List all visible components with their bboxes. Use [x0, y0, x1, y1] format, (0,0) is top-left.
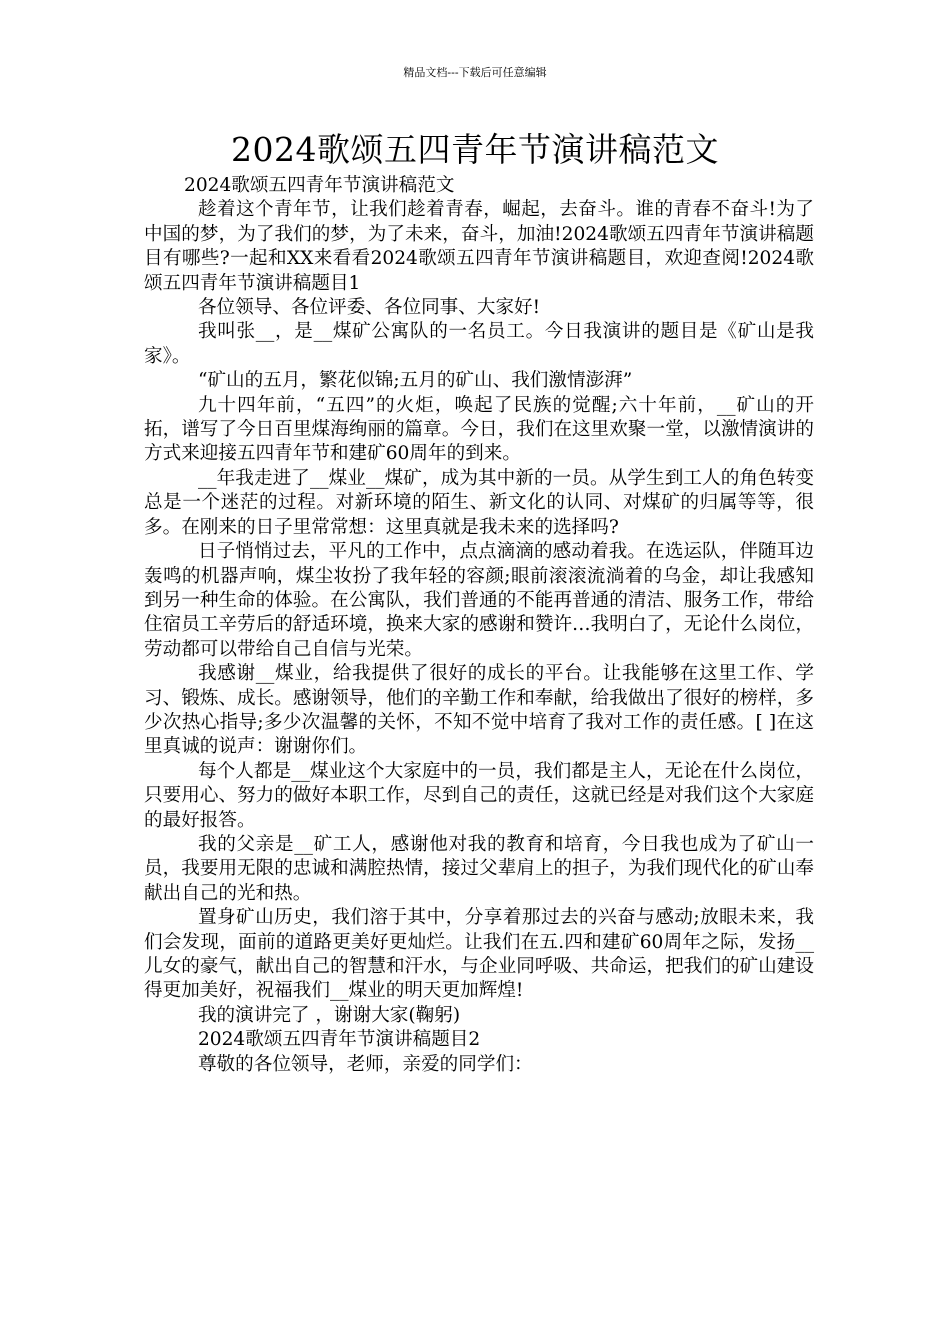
body-paragraph: 九十四年前，“五四”的火炬，唤起了民族的觉醒;六十年前，__矿山的开拓，谱写了今日百里煤海绚丽的篇章。今日，我们在这里欢聚一堂，以激情演讲的方式来迎接五四青年节和建矿60周年的到来。 [144, 394, 814, 465]
body-paragraph: 我感谢__煤业，给我提供了很好的成长的平台。让我能够在这里工作、学习、锻炼、成长。感谢领导，他们的辛勤工作和奉献，给我做出了很好的榜样，多少次热心指导;多少次温馨的关怀，不知不觉中培育了我对工作的责任感。[ ]在这里真诚的说声：谢谢你们。 [144, 663, 814, 758]
body-paragraph: 我的父亲是__矿工人，感谢他对我的教育和培育，今日我也成为了矿山一员，我要用无限的忠诚和满腔热情，接过父辈肩上的担子，为我们现代化的矿山奉献出自己的光和热。 [144, 833, 814, 904]
page-header: 精品文档---下载后可任意编辑 [403, 66, 547, 79]
body-paragraph: 趁着这个青年节，让我们趁着青春，崛起，去奋斗。谁的青春不奋斗!为了中国的梦，为了我们的梦，为了未来，奋斗，加油!2024歌颂五四青年节演讲稿题目有哪些?一起和XX来看看2024歌颂五四青年节演讲稿题目，欢迎查阅!2024歌颂五四青年节演讲稿题目1 [144, 199, 814, 294]
body-paragraph: 我叫张__，是__煤矿公寓队的一名员工。今日我演讲的题目是《矿山是我家》。 [144, 321, 814, 367]
body-paragraph: __年我走进了__煤业__煤矿，成为其中新的一员。从学生到工人的角色转变总是一个迷茫的过程。对新环境的陌生、新文化的认同、对煤矿的归属等等，很多。在刚来的日子里常常想：这里真就是我未来的选择吗? [144, 467, 814, 538]
subtitle-paragraph: 2024歌颂五四青年节演讲稿范文 [183, 175, 455, 196]
body-paragraph: 日子悄悄过去，平凡的工作中，点点滴滴的感动着我。在选运队，伴随耳边轰鸣的机器声响，煤尘妆扮了我年轻的容颜;眼前滚滚流淌着的乌金，却让我感知到另一种生命的体验。在公寓队，我们普通的不能再普通的清洁、服务工作，带给住宿员工辛劳后的舒适环境，换来大家的感谢和赞许…我明白了，无论什么岗位，劳动都可以带给自己自信与光荣。 [144, 541, 814, 660]
body-paragraph: 置身矿山历史，我们溶于其中，分享着那过去的兴奋与感动;放眼未来，我们会发现，面前的道路更美好更灿烂。让我们在五.四和建矿60周年之际，发扬__儿女的豪气，献出自己的智慧和汗水，与企业同呼吸、共命运，把我们的矿山建设得更加美好，祝福我们__煤业的明天更加辉煌! [144, 907, 814, 1002]
body-paragraph: 各位领导、各位评委、各位同事、大家好! [197, 297, 541, 319]
body-paragraph: 尊敬的各位领导，老师，亲爱的同学们： [197, 1053, 533, 1075]
section-heading: 2024歌颂五四青年节演讲稿题目2 [197, 1029, 481, 1051]
document-title: 2024歌颂五四青年节演讲稿范文 [231, 130, 719, 169]
body-paragraph: 每个人都是__煤业这个大家庭中的一员，我们都是主人，无论在什么岗位，只要用心、努力的做好本职工作，尽到自己的责任，这就已经是对我们这个大家庭的最好报答。 [144, 760, 814, 831]
body-paragraph: “矿山的五月，繁花似锦;五月的矿山、我们激情澎湃” [197, 370, 633, 392]
body-paragraph: 我的演讲完了 ，谢谢大家(鞠躬) [197, 1004, 461, 1026]
document-body [144, 174, 814, 1077]
